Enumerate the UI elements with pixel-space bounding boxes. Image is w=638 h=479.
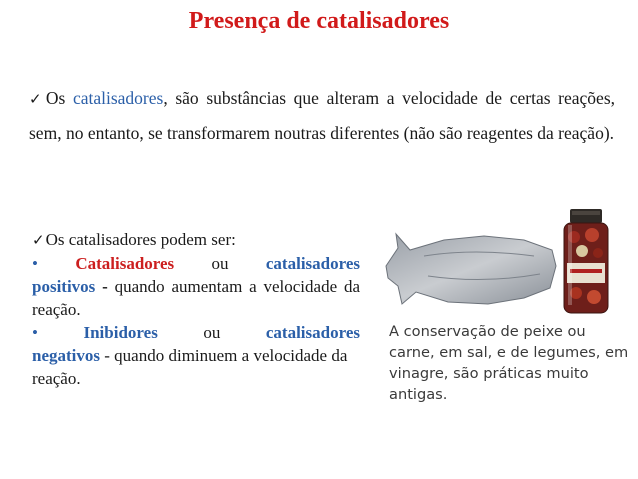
bullet-icon: • xyxy=(32,323,38,342)
dried-fish-image xyxy=(384,226,559,311)
image-caption: A conservação de peixe ou carne, em sal, e de legumes, em vinagre, são práticas muito antigas. xyxy=(389,323,629,403)
negative-term: Inibidores xyxy=(83,323,158,342)
negative-text: quando diminuem a velocidade da reação. xyxy=(32,346,348,388)
slide-title: Presença de catalisadores xyxy=(188,8,450,34)
list-item-negative-line1 xyxy=(32,321,360,344)
catalyst-types-list xyxy=(32,228,360,390)
check-icon: ✓ xyxy=(29,90,45,108)
catalyst-definition-paragraph xyxy=(29,81,615,150)
positive-text: quando aumentam a velocidade da reação. xyxy=(32,277,360,319)
list-intro-text: Os catalisadores podem ser: xyxy=(45,230,236,249)
positive-term2b: positivos xyxy=(32,277,96,296)
negative-dash: - xyxy=(104,346,110,365)
negative-connector: ou xyxy=(203,323,221,342)
check-icon: ✓ xyxy=(32,231,45,249)
negative-term2a: catalisadores xyxy=(265,323,360,342)
positive-connector: ou xyxy=(211,254,229,273)
positive-dash: - xyxy=(102,277,108,296)
positive-term2a: catalisadores xyxy=(265,254,361,273)
positive-term: Catalisadores xyxy=(75,254,175,273)
list-intro xyxy=(32,228,360,252)
definition-highlight: catalisadores xyxy=(72,88,164,108)
bullet-icon: • xyxy=(32,254,38,273)
definition-part1: Os xyxy=(45,88,73,108)
negative-term2b: negativos xyxy=(32,346,100,365)
list-item-negative-line2 xyxy=(32,344,360,390)
list-item-positive-line1 xyxy=(32,252,360,275)
pickle-jar-image xyxy=(558,207,614,315)
definition-part2: , são substâncias que alteram a velocidade de certas reações, sem, no entanto, se transformarem noutras diferentes (não são reagentes da reação). xyxy=(29,88,616,143)
list-item-positive-line2 xyxy=(32,275,360,321)
